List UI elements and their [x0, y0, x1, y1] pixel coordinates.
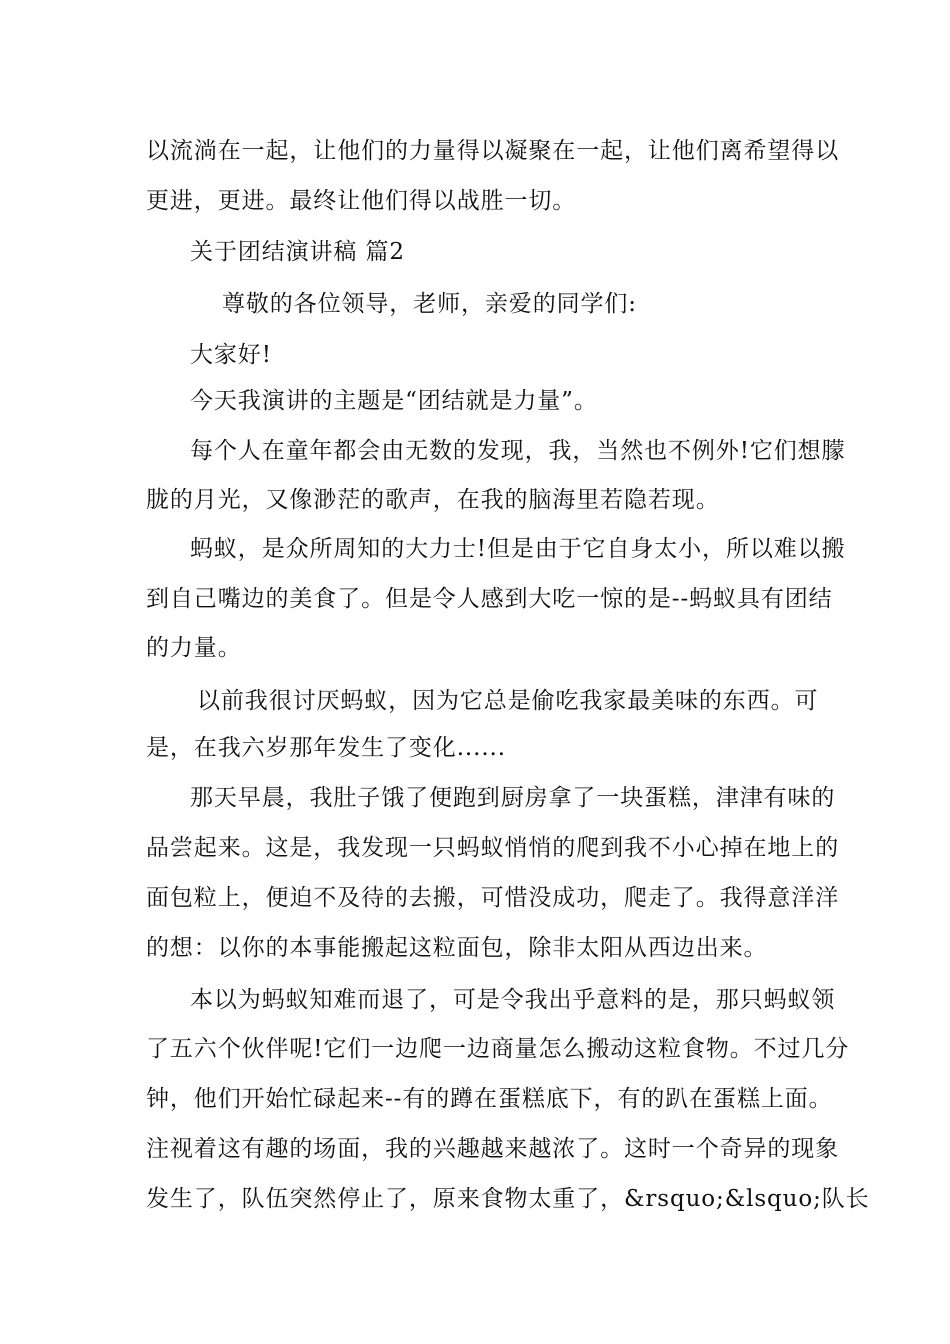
- greeting: 大家好!: [190, 342, 272, 368]
- paragraph-line: 的想：以你的本事能搬起这粒面包，除非太阳从西边出来。: [146, 935, 768, 961]
- paragraph-line: 发生了，队伍突然停止了，原来食物太重了，&rsquo;&lsquo;队长: [146, 1186, 870, 1212]
- paragraph-line: 注视着这有趣的场面，我的兴趣越来越浓了。这时一个奇异的现象: [146, 1136, 840, 1162]
- paragraph-line: 以前我很讨厌蚂蚁，因为它总是偷吃我家最美味的东西。可: [197, 688, 819, 714]
- paragraph-line: 今天我演讲的主题是“团结就是力量”。: [190, 388, 598, 414]
- paragraph-line: 本以为蚂蚁知难而退了，可是令我出乎意料的是，那只蚂蚁领: [190, 987, 836, 1013]
- section-heading: 关于团结演讲稿 篇2: [190, 239, 405, 265]
- paragraph-line: 蚂蚁，是众所周知的大力士!但是由于它自身太小，所以难以搬: [190, 536, 846, 562]
- paragraph-line: 到自己嘴边的美食了。但是令人感到大吃一惊的是--蚂蚁具有团结: [146, 586, 833, 612]
- paragraph-line: 每个人在童年都会由无数的发现，我，当然也不例外!它们想朦: [190, 438, 846, 464]
- paragraph-line: 品尝起来。这是，我发现一只蚂蚁悄悄的爬到我不小心掉在地上的: [146, 835, 840, 861]
- paragraph-line: 面包粒上，便迫不及待的去搬，可惜没成功，爬走了。我得意洋洋: [146, 885, 840, 911]
- paragraph-line: 了五六个伙伴呢!它们一边爬一边商量怎么搬动这粒食物。不过几分: [146, 1036, 850, 1062]
- paragraph-line: 以流淌在一起，让他们的力量得以凝聚在一起，让他们离希望得以: [146, 138, 840, 164]
- paragraph-line: 胧的月光，又像渺茫的歌声，在我的脑海里若隐若现。: [146, 487, 720, 513]
- paragraph-line: 那天早晨，我肚子饿了便跑到厨房拿了一块蛋糕，津津有味的: [190, 785, 836, 811]
- paragraph-line: 钟，他们开始忙碌起来--有的蹲在蛋糕底下，有的趴在蛋糕上面。: [146, 1086, 833, 1112]
- salutation: 尊敬的各位领导，老师，亲爱的同学们:: [222, 291, 637, 317]
- paragraph-line: 更进，更进。最终让他们得以战胜一切。: [146, 188, 577, 214]
- paragraph-line: 的力量。: [146, 635, 242, 661]
- paragraph-line: 是，在我六岁那年发生了变化......: [146, 735, 506, 761]
